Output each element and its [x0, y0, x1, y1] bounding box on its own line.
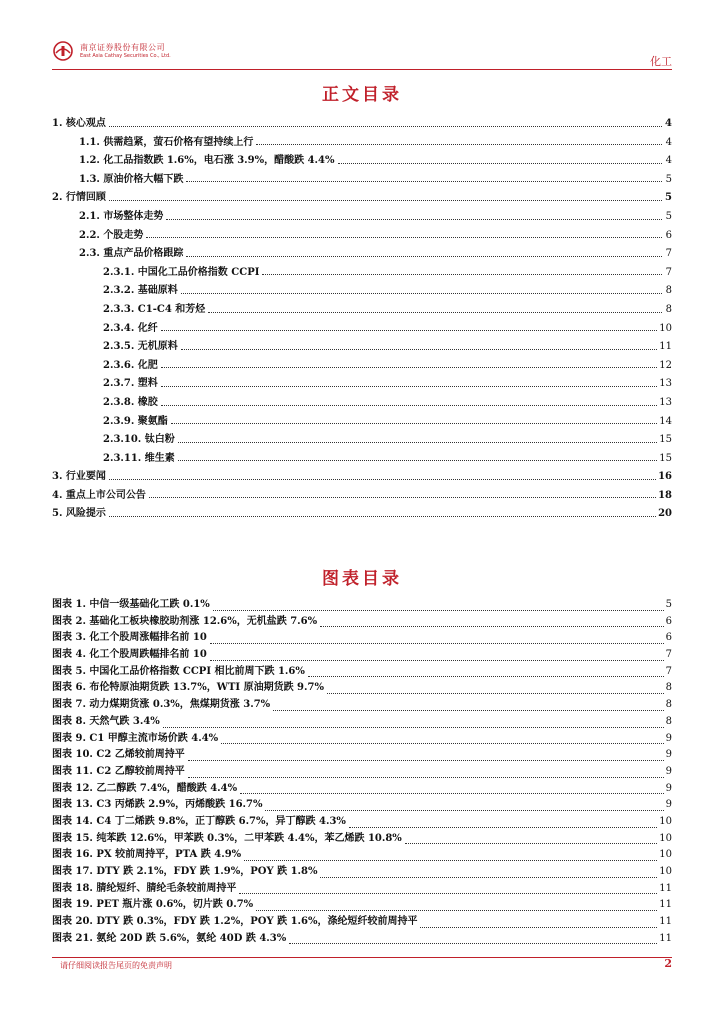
leader-dots — [109, 199, 662, 201]
entry-label: 2.3.4. 化纤 — [103, 322, 158, 334]
entry-page-number: 8 — [665, 682, 672, 694]
figure-entry[interactable] — [52, 914, 672, 931]
entry-label: 1.1. 供需趋紧，萤石价格有望持续上行 — [79, 136, 254, 148]
toc-entry[interactable] — [52, 245, 672, 264]
entry-label: 图表 18. 腈纶短纤、腈纶毛条较前周持平 — [52, 882, 237, 894]
toc-entry[interactable] — [52, 357, 672, 376]
entry-label: 图表 1. 中信一级基础化工跌 0.1% — [52, 599, 210, 610]
toc-list — [52, 115, 672, 524]
entry-page-number: 15 — [659, 434, 672, 446]
entry-page-number: 8 — [665, 699, 672, 711]
leader-dots — [420, 926, 657, 928]
entry-page-number: 8 — [665, 715, 672, 727]
entry-page-number: 11 — [659, 916, 672, 928]
leader-dots — [308, 675, 664, 677]
entry-page-number: 7 — [665, 665, 672, 677]
leader-dots — [210, 659, 664, 661]
figure-entry[interactable] — [52, 647, 672, 664]
entry-page-number: 6 — [665, 632, 672, 644]
leader-dots — [240, 792, 664, 794]
figure-entry[interactable] — [52, 831, 672, 848]
leader-dots — [188, 759, 664, 761]
toc-entry[interactable] — [52, 301, 672, 320]
entry-page-number: 7 — [665, 266, 672, 278]
entry-label: 图表 15. 纯苯跌 12.6%，甲苯跌 0.3%，二甲苯跌 4.4%，苯乙烯跌 10.8% — [52, 832, 402, 844]
toc-entry[interactable] — [52, 171, 672, 190]
leader-dots — [161, 404, 657, 406]
entry-page-number: 9 — [665, 732, 672, 744]
entry-page-number: 6 — [665, 615, 672, 627]
entry-label: 图表 5. 中国化工品价格指数 CCPI 相比前周下跌 1.6% — [52, 665, 305, 677]
entry-label: 2.2. 个股走势 — [79, 229, 144, 241]
entry-page-number: 4 — [665, 155, 672, 167]
leader-dots — [181, 292, 662, 294]
toc-entry[interactable] — [52, 413, 672, 432]
leader-dots — [320, 876, 657, 878]
toc-entry[interactable] — [52, 394, 672, 413]
toc-entry[interactable] — [52, 338, 672, 357]
entry-page-number: 9 — [665, 782, 672, 794]
entry-label: 图表 7. 动力煤期货涨 0.3%，焦煤期货涨 3.7% — [52, 699, 271, 711]
entry-label: 2.3.6. 化肥 — [103, 359, 158, 371]
entry-page-number: 5 — [665, 599, 672, 610]
leader-dots — [166, 218, 662, 220]
entry-page-number: 15 — [659, 452, 672, 464]
entry-label: 1.3. 原油价格大幅下跌 — [79, 173, 184, 185]
entry-label: 3. 行业要闻 — [52, 471, 106, 483]
entry-label: 1. 核心观点 — [52, 118, 106, 129]
figure-entry[interactable] — [52, 781, 672, 798]
entry-page-number: 16 — [658, 471, 672, 483]
entry-label: 图表 9. C1 甲醇主流市场价跌 4.4% — [52, 732, 219, 744]
entry-label: 4. 重点上市公司公告 — [52, 489, 146, 501]
leader-dots — [289, 942, 657, 944]
entry-page-number: 7 — [665, 248, 672, 260]
figure-entry[interactable] — [52, 714, 672, 731]
entry-label: 图表 11. C2 乙醇较前周持平 — [52, 765, 185, 777]
entry-label: 图表 19. PET 瓶片涨 0.6%，切片跌 0.7% — [52, 899, 254, 911]
figure-entry[interactable] — [52, 731, 672, 748]
leader-dots — [320, 625, 664, 627]
leader-dots — [149, 496, 656, 498]
figure-entry[interactable] — [52, 797, 672, 814]
entry-label: 图表 20. DTY 跌 0.3%，FDY 跌 1.2%，POY 跌 1.6%，涤纶短纤较前周持平 — [52, 916, 418, 928]
entry-page-number: 10 — [659, 866, 672, 877]
figure-entry[interactable] — [52, 680, 672, 697]
toc-entry[interactable] — [52, 320, 672, 339]
entry-page-number: 5 — [665, 210, 672, 222]
entry-label: 图表 10. C2 乙烯较前周持平 — [52, 749, 185, 761]
leader-dots — [262, 273, 662, 275]
leader-dots — [327, 692, 664, 694]
leader-dots — [244, 859, 657, 861]
entry-label: 2.3.1. 中国化工品价格指数 CCPI — [103, 266, 260, 278]
leader-dots — [188, 776, 664, 778]
toc-entry[interactable] — [52, 468, 672, 487]
header-divider — [52, 69, 672, 70]
leader-dots — [186, 180, 662, 182]
figure-entry[interactable] — [52, 881, 672, 898]
leader-dots — [109, 125, 662, 127]
entry-label: 2.1. 市场整体走势 — [79, 210, 164, 222]
toc-entry[interactable] — [52, 431, 672, 450]
entry-label: 图表 6. 布伦特原油期货跌 13.7%，WTI 原油期货跌 9.7% — [52, 682, 324, 694]
figure-entry[interactable] — [52, 664, 672, 681]
entry-page-number: 9 — [665, 765, 672, 777]
figure-entry[interactable] — [52, 847, 672, 864]
figure-entry[interactable] — [52, 864, 672, 881]
toc-entry[interactable] — [52, 264, 672, 283]
entry-label: 图表 12. 乙二醇跌 7.4%，醋酸跌 4.4% — [52, 782, 238, 794]
entry-page-number: 13 — [659, 396, 672, 408]
figure-entry[interactable] — [52, 697, 672, 714]
entry-label: 1.2. 化工品指数跌 1.6%，电石涨 3.9%，醋酸跌 4.4% — [79, 155, 335, 167]
leader-dots — [146, 236, 662, 238]
entry-label: 图表 14. C4 丁二烯跌 9.8%，正丁醇跌 6.7%，异丁醇跌 4.3% — [52, 815, 346, 827]
leader-dots — [178, 441, 658, 443]
entry-label: 图表 17. DTY 跌 2.1%，FDY 跌 1.9%，POY 跌 1.8% — [52, 866, 318, 877]
entry-label: 2. 行情回顾 — [52, 192, 106, 204]
entry-page-number: 9 — [665, 749, 672, 761]
page-number: 2 — [664, 957, 672, 970]
leader-dots — [239, 892, 657, 894]
entry-page-number: 13 — [659, 378, 672, 390]
page-header — [52, 40, 672, 72]
entry-label: 2.3.5. 无机原料 — [103, 341, 178, 353]
entry-label: 5. 风险提示 — [52, 508, 106, 520]
entry-page-number: 10 — [659, 849, 672, 861]
entry-label: 图表 3. 化工个股周涨幅排名前 10 — [52, 632, 207, 644]
figure-entry[interactable] — [52, 614, 672, 631]
entry-page-number: 11 — [659, 932, 672, 944]
entry-page-number: 8 — [665, 285, 672, 297]
figure-entry[interactable] — [52, 764, 672, 781]
leader-dots — [256, 143, 662, 145]
entry-label: 2.3.11. 维生素 — [103, 452, 175, 464]
company-name-cn: 南京证券股份有限公司 — [80, 43, 165, 52]
toc-entry[interactable] — [52, 115, 672, 134]
entry-page-number: 4 — [665, 136, 672, 148]
entry-label: 图表 4. 化工个股周跌幅排名前 10 — [52, 649, 207, 661]
entry-label: 2.3.3. C1-C4 和芳烃 — [103, 303, 206, 315]
entry-page-number: 18 — [658, 489, 672, 501]
entry-page-number: 5 — [665, 173, 672, 185]
leader-dots — [171, 422, 657, 424]
entry-page-number: 20 — [658, 508, 672, 520]
entry-label: 图表 16. PX 较前周持平，PTA 跌 4.9% — [52, 849, 242, 861]
toc-entry[interactable] — [52, 152, 672, 171]
figure-entry[interactable] — [52, 931, 672, 948]
leader-dots — [213, 609, 664, 611]
entry-page-number: 10 — [659, 322, 672, 334]
entry-page-number: 14 — [659, 415, 672, 427]
entry-label: 图表 2. 基础化工板块橡胶助剂涨 12.6%，无机盐跌 7.6% — [52, 615, 318, 627]
leader-dots — [178, 459, 658, 461]
entry-page-number: 7 — [665, 649, 672, 661]
toc-title: 正文目录 — [322, 85, 402, 105]
toc-entry[interactable] — [52, 282, 672, 301]
leader-dots — [208, 311, 662, 313]
leader-dots — [163, 726, 664, 728]
entry-page-number: 9 — [665, 799, 672, 811]
figure-entry[interactable] — [52, 814, 672, 831]
entry-label: 2.3.2. 基础原料 — [103, 285, 178, 297]
entry-label: 图表 13. C3 丙烯跌 2.9%，丙烯酸跌 16.7% — [52, 799, 263, 811]
entry-page-number: 10 — [659, 832, 672, 844]
toc-entry[interactable] — [52, 375, 672, 394]
leader-dots — [186, 255, 662, 257]
entry-page-number: 8 — [665, 303, 672, 315]
figure-entry[interactable] — [52, 597, 672, 614]
entry-label: 2.3.7. 塑料 — [103, 378, 158, 390]
entry-page-number: 6 — [665, 229, 672, 241]
entry-label: 2.3.10. 钛白粉 — [103, 434, 175, 446]
figure-entry[interactable] — [52, 630, 672, 647]
entry-label: 2.3.8. 橡胶 — [103, 396, 158, 408]
entry-label: 2.3.9. 聚氨酯 — [103, 415, 168, 427]
leader-dots — [221, 742, 663, 744]
entry-page-number: 10 — [659, 815, 672, 827]
toc-entry[interactable] — [52, 227, 672, 246]
entry-page-number: 12 — [659, 359, 672, 371]
leader-dots — [349, 826, 657, 828]
leader-dots — [210, 642, 664, 644]
toc-entry[interactable] — [52, 189, 672, 208]
entry-label: 2.3. 重点产品价格跟踪 — [79, 248, 184, 260]
footer-divider — [52, 957, 672, 958]
toc-entry[interactable] — [52, 505, 672, 524]
leader-dots — [273, 709, 663, 711]
entry-page-number: 11 — [659, 882, 672, 894]
leader-dots — [265, 809, 663, 811]
entry-label: 图表 21. 氨纶 20D 跌 5.6%，氨纶 40D 跌 4.3% — [52, 932, 287, 944]
figures-list — [52, 597, 672, 947]
leader-dots — [109, 478, 656, 480]
leader-dots — [338, 162, 662, 164]
figure-entry[interactable] — [52, 897, 672, 914]
toc-entry[interactable] — [52, 487, 672, 506]
entry-page-number: 4 — [665, 118, 672, 129]
leader-dots — [161, 385, 657, 387]
leader-dots — [161, 329, 657, 331]
toc-entry[interactable] — [52, 450, 672, 469]
leader-dots — [161, 366, 657, 368]
leader-dots — [181, 348, 657, 350]
entry-page-number: 11 — [659, 341, 672, 353]
toc-entry[interactable] — [52, 208, 672, 227]
leader-dots — [256, 909, 657, 911]
company-logo-icon — [52, 40, 74, 62]
figure-entry[interactable] — [52, 747, 672, 764]
company-name-en: East Asia Cathay Securities Co., Ltd. — [80, 53, 171, 59]
entry-page-number: 11 — [659, 899, 672, 911]
toc-entry[interactable] — [52, 134, 672, 153]
entry-label: 图表 8. 天然气跌 3.4% — [52, 715, 160, 727]
leader-dots — [109, 515, 656, 517]
leader-dots — [405, 842, 657, 844]
entry-page-number: 5 — [665, 192, 672, 204]
industry-label: 化工 — [650, 55, 672, 68]
footer-disclaimer: 请仔细阅读报告尾页的免责声明 — [60, 961, 172, 970]
figures-toc-title: 图表目录 — [322, 569, 402, 589]
